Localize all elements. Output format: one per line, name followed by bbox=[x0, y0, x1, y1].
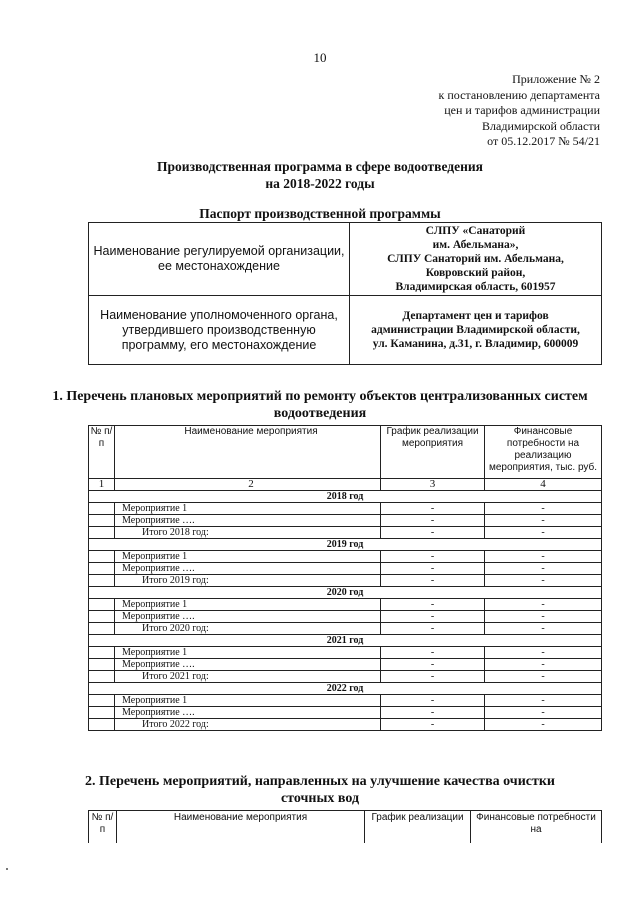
row-number bbox=[89, 575, 115, 587]
table-row bbox=[89, 647, 602, 659]
year-row bbox=[89, 635, 602, 647]
scan-speck bbox=[6, 868, 8, 870]
passport-value bbox=[350, 296, 602, 365]
event-finance: - bbox=[485, 527, 602, 539]
event-name: Мероприятие 1 bbox=[115, 551, 381, 563]
row-number bbox=[89, 551, 115, 563]
event-finance: - bbox=[485, 695, 602, 707]
column-numbers-row bbox=[89, 479, 602, 491]
event-finance: - bbox=[485, 671, 602, 683]
event-schedule: - bbox=[381, 611, 485, 623]
event-finance: - bbox=[485, 515, 602, 527]
event-finance: - bbox=[485, 551, 602, 563]
row-number bbox=[89, 671, 115, 683]
section2-title: 2. Перечень мероприятий, направленных на улучшение качества очистки сточных вод bbox=[84, 774, 555, 806]
passport-row bbox=[89, 223, 602, 296]
event-schedule: - bbox=[381, 671, 485, 683]
table-row bbox=[89, 719, 602, 731]
header-num: № п/п bbox=[89, 811, 117, 844]
header-name: Наименование мероприятия bbox=[117, 811, 365, 844]
event-schedule: - bbox=[381, 503, 485, 515]
passport-value-line: СЛПУ «Санаторий bbox=[425, 225, 526, 237]
event-schedule: - bbox=[381, 647, 485, 659]
passport-value-line: Департамент цен и тарифов bbox=[402, 310, 549, 322]
appendix-line: цен и тарифов администрации bbox=[444, 103, 600, 117]
year-label: 2021 год bbox=[89, 635, 602, 647]
title-line: на 2018-2022 годы bbox=[265, 176, 375, 191]
event-name: Итого 2021 год: bbox=[115, 671, 381, 683]
page-number: 10 bbox=[313, 50, 327, 65]
event-schedule: - bbox=[381, 599, 485, 611]
event-finance: - bbox=[485, 647, 602, 659]
table-row bbox=[89, 563, 602, 575]
event-finance: - bbox=[485, 563, 602, 575]
row-number bbox=[89, 695, 115, 707]
event-schedule: - bbox=[381, 515, 485, 527]
event-name: Мероприятие …. bbox=[115, 611, 381, 623]
row-number bbox=[89, 659, 115, 671]
events-table bbox=[88, 425, 602, 731]
row-number bbox=[89, 563, 115, 575]
event-finance: - bbox=[485, 659, 602, 671]
appendix-note bbox=[380, 72, 600, 150]
table-row bbox=[89, 659, 602, 671]
event-name: Мероприятие …. bbox=[115, 659, 381, 671]
passport-value-line: Ковровский район, bbox=[425, 267, 526, 279]
table-row bbox=[89, 515, 602, 527]
year-label: 2020 год bbox=[89, 587, 602, 599]
passport-value-line: администрации Владимирской области, bbox=[371, 324, 580, 336]
event-name: Итого 2022 год: bbox=[115, 719, 381, 731]
event-finance: - bbox=[485, 719, 602, 731]
column-number: 1 bbox=[89, 479, 115, 491]
event-schedule: - bbox=[381, 563, 485, 575]
table-row bbox=[89, 575, 602, 587]
header-schedule: График реализации мероприятия bbox=[381, 426, 485, 479]
row-number bbox=[89, 527, 115, 539]
table-row bbox=[89, 599, 602, 611]
row-number bbox=[89, 515, 115, 527]
event-finance: - bbox=[485, 623, 602, 635]
table-row bbox=[89, 527, 602, 539]
event-name: Итого 2020 год: bbox=[115, 623, 381, 635]
document-title bbox=[0, 158, 640, 192]
table-row bbox=[89, 671, 602, 683]
table-row bbox=[89, 707, 602, 719]
row-number bbox=[89, 719, 115, 731]
passport-value-line: ул. Каманина, д.31, г. Владимир, 600009 bbox=[372, 338, 579, 350]
event-finance: - bbox=[485, 611, 602, 623]
passport-table bbox=[88, 222, 602, 365]
table-row bbox=[89, 503, 602, 515]
event-schedule: - bbox=[381, 707, 485, 719]
appendix-line: от 05.12.2017 № 54/21 bbox=[487, 134, 600, 148]
event-schedule: - bbox=[381, 575, 485, 587]
passport-title: Паспорт производственной программы bbox=[199, 206, 441, 221]
title-line: Производственная программа в сфере водоотведения bbox=[157, 159, 483, 174]
event-name: Мероприятие 1 bbox=[115, 503, 381, 515]
row-number bbox=[89, 647, 115, 659]
event-name: Итого 2018 год: bbox=[115, 527, 381, 539]
header-finance: Финансовые потребности на bbox=[471, 811, 602, 844]
passport-row bbox=[89, 296, 602, 365]
event-name: Мероприятие 1 bbox=[115, 647, 381, 659]
row-number bbox=[89, 503, 115, 515]
passport-value bbox=[350, 223, 602, 296]
appendix-line: Приложение № 2 bbox=[512, 72, 600, 86]
table-row bbox=[89, 623, 602, 635]
events-table-2 bbox=[88, 810, 602, 843]
year-label: 2019 год bbox=[89, 539, 602, 551]
passport-value-line: СЛПУ Санаторий им. Абельмана, bbox=[387, 253, 564, 265]
year-row bbox=[89, 683, 602, 695]
appendix-line: Владимирской области bbox=[482, 118, 600, 133]
year-label: 2018 год bbox=[89, 491, 602, 503]
event-finance: - bbox=[485, 599, 602, 611]
event-schedule: - bbox=[381, 695, 485, 707]
event-finance: - bbox=[485, 707, 602, 719]
passport-value-line: им. Абельмана», bbox=[432, 239, 519, 251]
passport-label: Наименование регулируемой организации, ее местонахождение bbox=[89, 223, 350, 296]
event-name: Мероприятие …. bbox=[115, 707, 381, 719]
year-row bbox=[89, 587, 602, 599]
event-name: Итого 2019 год: bbox=[115, 575, 381, 587]
row-number bbox=[89, 599, 115, 611]
table-row bbox=[89, 611, 602, 623]
event-schedule: - bbox=[381, 551, 485, 563]
table-header-row bbox=[89, 811, 602, 844]
row-number bbox=[89, 623, 115, 635]
event-schedule: - bbox=[381, 719, 485, 731]
header-num: № п/п bbox=[89, 426, 115, 479]
row-number bbox=[89, 707, 115, 719]
column-number: 3 bbox=[381, 479, 485, 491]
event-schedule: - bbox=[381, 623, 485, 635]
header-schedule: График реализации bbox=[365, 811, 471, 844]
year-row bbox=[89, 539, 602, 551]
row-number bbox=[89, 611, 115, 623]
event-schedule: - bbox=[381, 527, 485, 539]
table-row bbox=[89, 695, 602, 707]
event-finance: - bbox=[485, 503, 602, 515]
event-name: Мероприятие 1 bbox=[115, 599, 381, 611]
table-row bbox=[89, 551, 602, 563]
event-name: Мероприятие …. bbox=[115, 563, 381, 575]
event-name: Мероприятие …. bbox=[115, 515, 381, 527]
year-label: 2022 год bbox=[89, 683, 602, 695]
event-finance: - bbox=[485, 575, 602, 587]
header-name: Наименование мероприятия bbox=[115, 426, 381, 479]
header-finance: Финансовые потребности на реализацию мероприятия, тыс. руб. bbox=[485, 426, 602, 479]
event-schedule: - bbox=[381, 659, 485, 671]
table-header-row bbox=[89, 426, 602, 479]
passport-label: Наименование уполномоченного органа, утвердившего производственную программу, его местонахождение bbox=[89, 296, 350, 365]
year-row bbox=[89, 491, 602, 503]
column-number: 4 bbox=[485, 479, 602, 491]
section1-title: 1. Перечень плановых мероприятий по ремонту объектов централизованных систем водоотведения bbox=[52, 389, 588, 421]
event-name: Мероприятие 1 bbox=[115, 695, 381, 707]
appendix-line: к постановлению департамента bbox=[438, 87, 600, 102]
column-number: 2 bbox=[115, 479, 381, 491]
passport-value-line: Владимирская область, 601957 bbox=[395, 281, 556, 293]
